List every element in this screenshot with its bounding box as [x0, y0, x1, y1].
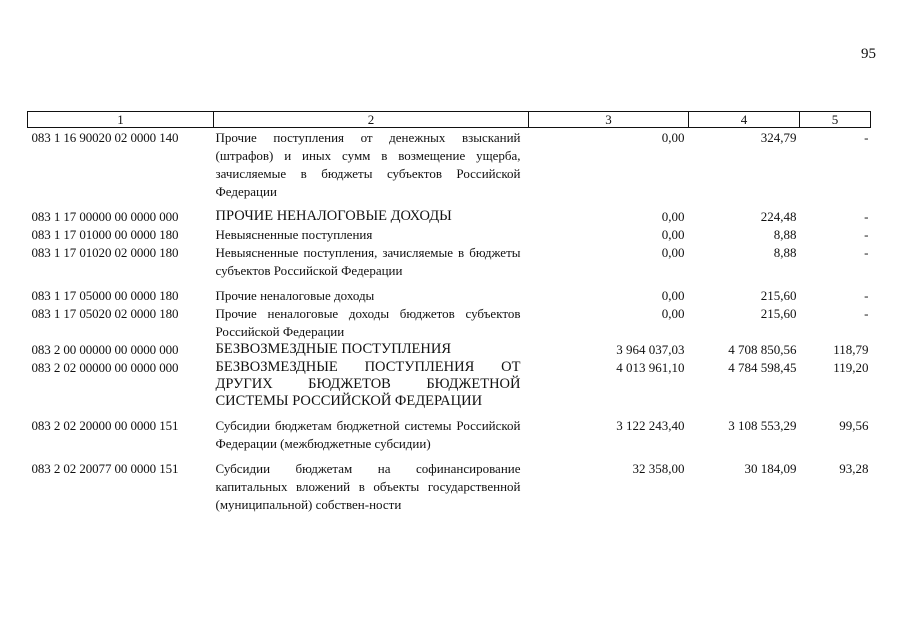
row-value-4: 3 108 553,29 [728, 418, 797, 433]
table-header [28, 112, 871, 128]
row-value-5: - [864, 288, 869, 303]
budget-table [27, 111, 871, 514]
row-code: 083 2 02 00000 00 0000 000 [31, 360, 179, 375]
row-value-4: 215,60 [760, 306, 797, 321]
table-row [28, 287, 871, 305]
table-row [28, 244, 871, 287]
row-value-3: 3 964 037,03 [616, 342, 685, 357]
page-number: 95 [861, 46, 876, 62]
budget-table-container [27, 111, 870, 514]
table-row [28, 341, 871, 359]
row-value-3: 3 122 243,40 [616, 418, 685, 433]
row-value-4: 215,60 [760, 288, 797, 303]
row-name: Прочие неналоговые доходы бюджетов субъектов Российской Федерации [215, 306, 521, 339]
row-value-3: 0,00 [661, 209, 685, 224]
row-name: Невыясненные поступления [215, 227, 373, 242]
table-body [28, 128, 871, 515]
row-code: 083 1 17 05020 02 0000 180 [31, 306, 179, 321]
row-code: 083 1 17 00000 00 0000 000 [31, 209, 179, 224]
header-col-3: 3 [529, 112, 689, 128]
row-value-5: - [864, 227, 869, 242]
row-value-4: 4 784 598,45 [728, 360, 797, 375]
header-col-1: 1 [28, 112, 214, 128]
table-row [28, 128, 871, 209]
row-value-3: 0,00 [661, 227, 685, 242]
row-code: 083 2 02 20000 00 0000 151 [31, 418, 179, 433]
row-name: Прочие поступления от денежных взысканий (штрафов) и иных сумм в возмещение ущерба, зачисляемые в бюджеты субъектов Российской Федерации [215, 130, 521, 199]
row-value-5: - [864, 130, 869, 145]
table-row [28, 208, 871, 226]
table-row [28, 417, 871, 460]
row-value-3: 0,00 [661, 306, 685, 321]
row-code: 083 1 17 05000 00 0000 180 [31, 288, 179, 303]
row-value-4: 8,88 [773, 245, 797, 260]
table-row [28, 359, 871, 417]
row-code: 083 1 17 01000 00 0000 180 [31, 227, 179, 242]
row-value-4: 30 184,09 [744, 461, 797, 476]
table-row [28, 305, 871, 341]
row-code: 083 1 16 90020 02 0000 140 [31, 130, 179, 145]
row-value-4: 224,48 [760, 209, 797, 224]
row-value-5: 119,20 [833, 360, 869, 375]
row-code: 083 2 00 00000 00 0000 000 [31, 342, 179, 357]
row-name: Прочие неналоговые доходы [215, 288, 375, 303]
table-row [28, 460, 871, 514]
row-name: БЕЗВОЗМЕЗДНЫЕ ПОСТУПЛЕНИЯ ОТ ДРУГИХ БЮДЖЕТОВ БЮДЖЕТНОЙ СИСТЕМЫ РОССИЙСКОЙ ФЕДЕРАЦИИ [215, 359, 521, 409]
row-value-5: 99,56 [839, 418, 869, 433]
row-value-5: - [864, 306, 869, 321]
header-col-2: 2 [214, 112, 529, 128]
row-value-5: 118,79 [833, 342, 869, 357]
row-code: 083 1 17 01020 02 0000 180 [31, 245, 179, 260]
row-value-4: 8,88 [773, 227, 797, 242]
row-value-5: 93,28 [839, 461, 869, 476]
row-value-3: 32 358,00 [632, 461, 685, 476]
row-code: 083 2 02 20077 00 0000 151 [31, 461, 179, 476]
row-value-4: 4 708 850,56 [728, 342, 797, 357]
row-value-3: 0,00 [661, 245, 685, 260]
row-name: ПРОЧИЕ НЕНАЛОГОВЫЕ ДОХОДЫ [215, 208, 452, 224]
row-value-3: 0,00 [661, 130, 685, 145]
header-col-5: 5 [800, 112, 871, 128]
header-col-4: 4 [689, 112, 800, 128]
table-row [28, 226, 871, 244]
row-value-3: 0,00 [661, 288, 685, 303]
header-row [28, 112, 871, 128]
row-name: Невыясненные поступления, зачисляемые в бюджеты субъектов Российской Федерации [215, 245, 521, 278]
row-value-3: 4 013 961,10 [616, 360, 685, 375]
row-name: БЕЗВОЗМЕЗДНЫЕ ПОСТУПЛЕНИЯ [215, 341, 452, 357]
row-name: Субсидии бюджетам на софинансирование капитальных вложений в объекты государственной (муниципальной) собствен-ности [215, 461, 521, 512]
row-value-4: 324,79 [760, 130, 797, 145]
row-name: Субсидии бюджетам бюджетной системы Российской Федерации (межбюджетные субсидии) [215, 418, 521, 451]
row-value-5: - [864, 209, 869, 224]
row-value-5: - [864, 245, 869, 260]
